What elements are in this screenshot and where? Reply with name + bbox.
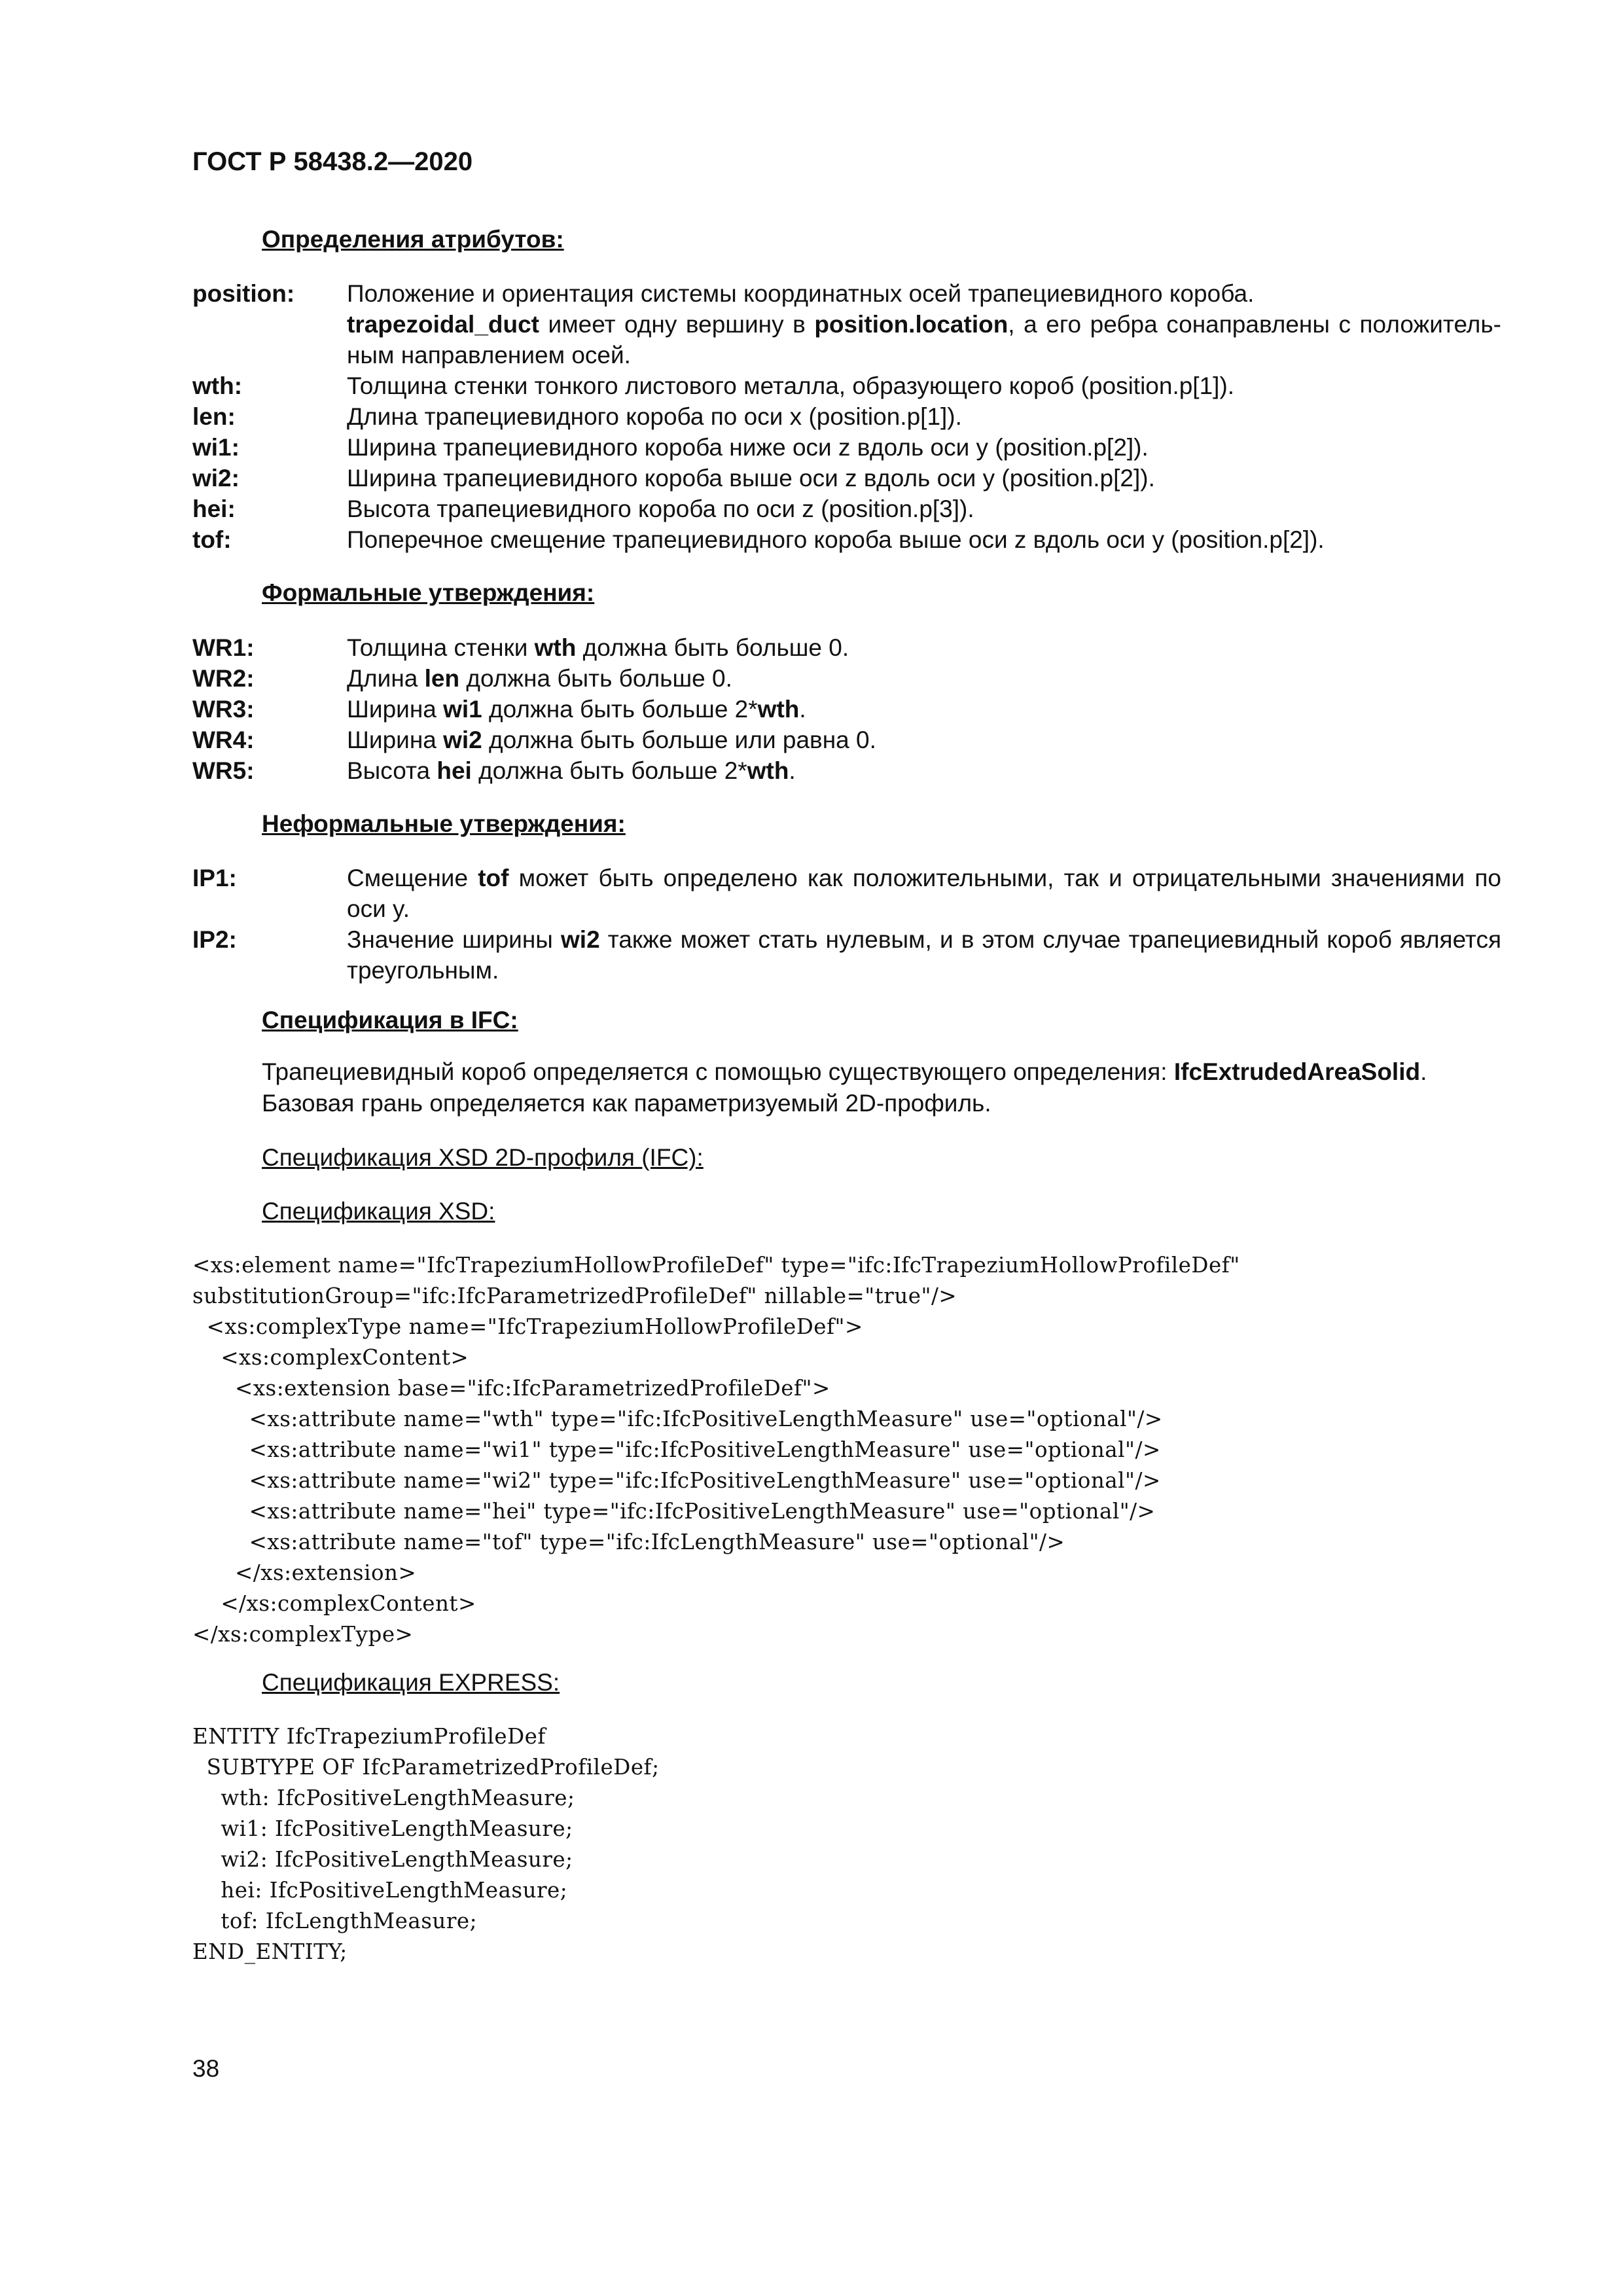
formal-proposition-description	[347, 725, 1501, 755]
description-text: .	[799, 696, 806, 723]
xsd-code-block	[192, 1250, 1240, 1650]
description-text: Смещение	[347, 865, 478, 891]
bold-term: wth	[757, 696, 800, 723]
description-text: Высота	[347, 757, 437, 784]
formal-proposition-term: WR5:	[192, 757, 255, 784]
code-line: SUBTYPE OF IfcParametrizedProfileDef;	[192, 1755, 660, 1780]
formal-proposition-description-line	[347, 755, 1501, 786]
attribute-term: wi1:	[192, 434, 240, 461]
formal-proposition-description-line	[347, 632, 1501, 663]
informal-proposition-item	[192, 863, 1501, 924]
code-line: <xs:complexContent>	[192, 1345, 469, 1370]
description-text: Ширина трапециевидного короба выше оси z вдоль оси y (position.p[2]).	[347, 465, 1155, 492]
code-line: <xs:attribute name="hei" type="ifc:IfcPositiveLengthMeasure" use="optional"/>	[192, 1499, 1156, 1524]
bold-term: wth	[747, 757, 789, 784]
description-text: Значение ширины	[347, 926, 562, 953]
informal-proposition-item	[192, 924, 1501, 986]
ifc-specification-heading: Спецификация в IFC:	[262, 1007, 518, 1033]
informal-proposition-term: IP2:	[192, 926, 237, 953]
informal-proposition-description-line	[347, 924, 1501, 986]
attribute-description	[347, 463, 1501, 493]
attribute-item	[192, 370, 1501, 401]
formal-proposition-item	[192, 632, 1501, 663]
description-text: Ширина	[347, 726, 444, 753]
code-line: hei: IfcPositiveLengthMeasure;	[192, 1878, 568, 1903]
formal-proposition-description-line	[347, 694, 1501, 725]
attribute-term: tof:	[192, 526, 232, 553]
attribute-description	[347, 524, 1501, 555]
attribute-description	[347, 278, 1501, 370]
formal-proposition-term: WR2:	[192, 665, 255, 692]
code-line: ENTITY IfcTrapeziumProfileDef	[192, 1724, 546, 1749]
description-text: Поперечное смещение трапециевидного короба выше оси z вдоль оси y (position.p[2]).	[347, 526, 1325, 553]
formal-proposition-description	[347, 632, 1501, 663]
attribute-item	[192, 432, 1501, 463]
attribute-item	[192, 278, 1501, 370]
bold-term: wi1	[443, 696, 482, 723]
page-number: 38	[192, 2055, 220, 2082]
attribute-item	[192, 493, 1501, 524]
code-line: tof: IfcLengthMeasure;	[192, 1909, 478, 1933]
formal-proposition-description	[347, 663, 1501, 694]
xsd-spec-heading: Спецификация XSD:	[262, 1198, 495, 1225]
description-text: Ширина	[347, 696, 444, 723]
code-line: wi2: IfcPositiveLengthMeasure;	[192, 1847, 573, 1872]
attribute-description-line	[347, 463, 1501, 493]
attribute-term: hei:	[192, 495, 236, 522]
description-text: Длина	[347, 665, 425, 692]
attribute-description	[347, 493, 1501, 524]
description-text: Ширина трапециевидного короба ниже оси z вдоль оси y (position.p[2]).	[347, 434, 1149, 461]
formal-proposition-description	[347, 755, 1501, 786]
description-text: может быть определено как положительными, так и отрицательными значениями по оси y.	[347, 865, 1501, 922]
description-text: должна быть больше 0.	[459, 665, 732, 692]
bold-term: tof	[478, 865, 509, 891]
formal-proposition-item	[192, 725, 1501, 755]
ifc-paragraph-line-2: Базовая грань определяется как параметризуемый 2D-профиль.	[262, 1090, 991, 1117]
xsd-profile-spec-heading: Спецификация XSD 2D-профиля (IFC):	[262, 1144, 704, 1171]
description-text: Длина трапециевидного короба по оси x (position.p[1]).	[347, 403, 962, 430]
attribute-item	[192, 463, 1501, 493]
formal-proposition-description-line	[347, 663, 1501, 694]
code-line: </xs:complexType>	[192, 1622, 414, 1647]
description-text: .	[789, 757, 796, 784]
description-text: Положение и ориентация системы координатных осей трапециевидного короба.	[347, 280, 1255, 307]
code-line: <xs:extension base="ifc:IfcParametrizedProfileDef">	[192, 1376, 830, 1401]
description-text: должна быть больше 2*	[482, 696, 758, 723]
description-text: также может стать нулевым, и в этом случае трапециевидный короб является треугольным.	[347, 926, 1501, 984]
formal-proposition-item	[192, 663, 1501, 694]
code-line: <xs:attribute name="wi2" type="ifc:IfcPositiveLengthMeasure" use="optional"/>	[192, 1468, 1161, 1493]
attribute-description-line	[347, 370, 1501, 401]
bold-term: wi2	[561, 926, 600, 953]
attribute-term: wi2:	[192, 465, 240, 492]
code-line: wi1: IfcPositiveLengthMeasure;	[192, 1816, 573, 1841]
code-line: <xs:attribute name="tof" type="ifc:IfcLengthMeasure" use="optional"/>	[192, 1530, 1065, 1554]
code-line: wth: IfcPositiveLengthMeasure;	[192, 1785, 575, 1810]
bold-term: position.location	[814, 311, 1008, 338]
description-text: должна быть больше или равна 0.	[482, 726, 876, 753]
bold-term: wth	[534, 634, 577, 661]
attribute-definitions-list	[192, 278, 1501, 555]
ifc-paragraph-text: Трапециевидный короб определяется с помощью существующего определения:	[262, 1058, 1174, 1085]
informal-proposition-term: IP1:	[192, 865, 237, 891]
attribute-term: wth:	[192, 372, 243, 399]
attribute-description-line	[347, 432, 1501, 463]
bold-term: len	[424, 665, 460, 692]
bold-term: wi2	[443, 726, 482, 753]
attributes-heading: Определения атрибутов:	[262, 226, 564, 253]
code-line: <xs:attribute name="wth" type="ifc:IfcPositiveLengthMeasure" use="optional"/>	[192, 1407, 1163, 1431]
formal-proposition-description-line	[347, 725, 1501, 755]
informal-proposition-description-line	[347, 863, 1501, 924]
attribute-term: position:	[192, 280, 295, 307]
bold-term: trapezoidal_duct	[347, 311, 539, 338]
ifc-specification-paragraph	[262, 1056, 1505, 1119]
description-text: Высота трапециевидного короба по оси z (position.p[3]).	[347, 495, 974, 522]
attribute-description	[347, 432, 1501, 463]
code-line: substitutionGroup="ifc:IfcParametrizedProfileDef" nillable="true"/>	[192, 1283, 957, 1308]
code-line: <xs:attribute name="wi1" type="ifc:IfcPositiveLengthMeasure" use="optional"/>	[192, 1437, 1161, 1462]
attribute-item	[192, 524, 1501, 555]
informal-propositions-heading: Неформальные утверждения:	[262, 810, 626, 837]
formal-proposition-term: WR1:	[192, 634, 255, 661]
express-spec-heading: Спецификация EXPRESS:	[262, 1669, 560, 1696]
description-text: имеет одну вершину в	[539, 311, 815, 338]
informal-proposition-description	[347, 924, 1501, 986]
description-text: Толщина стенки	[347, 634, 535, 661]
formal-proposition-item	[192, 755, 1501, 786]
attribute-description-line	[347, 278, 1501, 309]
code-line: END_ENTITY;	[192, 1939, 348, 1964]
code-line: </xs:extension>	[192, 1560, 417, 1585]
formal-proposition-term: WR3:	[192, 696, 255, 723]
informal-proposition-description	[347, 863, 1501, 924]
attribute-item	[192, 401, 1501, 432]
attribute-description-line	[347, 309, 1501, 370]
attribute-description-line	[347, 493, 1501, 524]
attribute-description	[347, 370, 1501, 401]
formal-propositions-list	[192, 632, 1501, 786]
formal-propositions-heading: Формальные утверждения:	[262, 579, 595, 606]
attribute-description-line	[347, 524, 1501, 555]
description-text: Толщина стенки тонкого листового металла, образующего короб (position.p[1]).	[347, 372, 1235, 399]
ifc-paragraph-line-1	[262, 1056, 1505, 1088]
formal-proposition-item	[192, 694, 1501, 725]
attribute-term: len:	[192, 403, 236, 430]
description-text: должна быть больше 0.	[576, 634, 849, 661]
description-text: должна быть больше 2*	[471, 757, 747, 784]
ifc-paragraph-period: .	[1420, 1058, 1427, 1085]
formal-proposition-term: WR4:	[192, 726, 255, 753]
code-line: </xs:complexContent>	[192, 1591, 476, 1616]
formal-proposition-description	[347, 694, 1501, 725]
code-line: <xs:complexType name="IfcTrapeziumHollowProfileDef">	[192, 1314, 863, 1339]
informal-propositions-list	[192, 863, 1501, 986]
ifc-extruded-area-solid-term: IfcExtrudedAreaSolid	[1173, 1058, 1421, 1085]
express-code-block	[192, 1721, 660, 1967]
attribute-description-line	[347, 401, 1501, 432]
code-line: <xs:element name="IfcTrapeziumHollowProfileDef" type="ifc:IfcTrapeziumHollowProfileDef"	[192, 1253, 1240, 1278]
standard-header: ГОСТ Р 58438.2—2020	[192, 147, 473, 176]
bold-term: hei	[437, 757, 472, 784]
attribute-description	[347, 401, 1501, 432]
description-text: , а его ребра сонаправлены с положительным направлением осей.	[347, 311, 1501, 368]
